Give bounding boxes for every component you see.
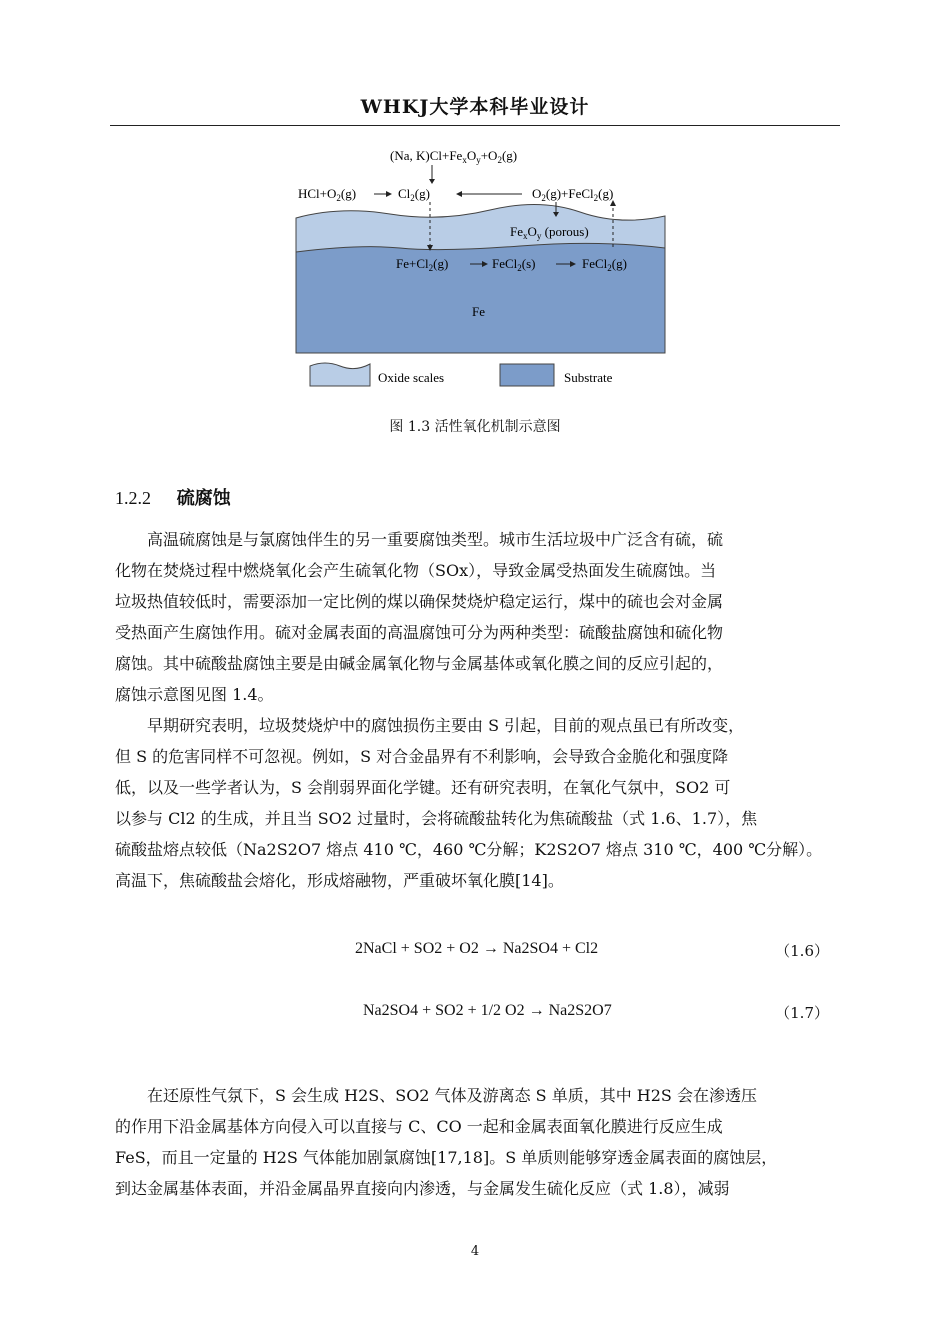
paragraph-line: 以参与 Cl2 的生成，并且当 SO2 过量时，会将硫酸盐转化为焦硫酸盐（式 1.6、1.7），焦 [115, 809, 758, 828]
top-reaction-label: (Na, $K)Cl+Fe_xO_y+O_2(g)$ [390, 148, 518, 165]
paragraph-line: 高温下，焦硫酸盐会熔化，形成熔融物，严重破坏氧化膜[14]。 [115, 871, 564, 890]
paragraph-line: 早期研究表明，垃圾焚烧炉中的腐蚀损伤主要由 S 引起，目前的观点虽已有所改变， [147, 716, 745, 735]
legend-substrate-swatch [500, 364, 554, 386]
figure-caption: 图 1.3 活性氧化机制示意图 [389, 419, 561, 435]
legend-oxide-label: Oxide scales [378, 370, 445, 385]
legend-oxide-swatch [310, 363, 370, 386]
paragraph-3 [115, 1080, 837, 1204]
oxidation-mechanism-figure [280, 140, 680, 400]
svg-text:FeCl2(s): FeCl$_2$(s) [492, 256, 536, 273]
paragraph-line: 垃圾热值较低时，需要添加一定比例的煤以确保焚烧炉稳定运行，煤中的硫也会对金属 [115, 592, 724, 611]
equation-number: （1.6） [775, 942, 829, 960]
inner-reaction-label: $Fe+Cl_2(g)$ [396, 256, 449, 273]
svg-text:FeCl2(g): FeCl$_2$(g) [582, 256, 627, 273]
page-number: 4 [470, 1244, 480, 1259]
equation-1-6 [115, 936, 837, 976]
paragraph-line: 化物在焚烧过程中燃烧氧化会产生硫氧化物（SOx），导致金属受热面发生硫腐蚀。当 [115, 561, 717, 580]
equation-1-7 [115, 990, 837, 1040]
fe-label: Fe [472, 304, 485, 319]
paragraph-line: 的作用下沿金属基体方向侵入可以直接与 C、CO 一起和金属表面氧化膜进行反应生成 [115, 1117, 723, 1136]
header-rule [110, 125, 840, 126]
equation-formula: Na2SO4 + SO2 + 1/2 O2 → Na2S2O7 [363, 1002, 612, 1019]
equation-formula: 2NaCl + SO2 + O2 → Na2SO4 + Cl2 [355, 940, 599, 957]
legend-substrate-label: Substrate [564, 370, 613, 385]
paragraph-line: 低，以及一些学者认为，S 会削弱界面化学键。还有研究表明，在氧化气氛中，SO2 可 [115, 778, 731, 797]
section-heading [115, 484, 231, 510]
paragraph-line: FeS，而且一定量的 H2S 气体能加剧氯腐蚀[17,18]。S 单质则能够穿透金属表面的腐蚀层， [115, 1148, 778, 1167]
paragraph-line: 腐蚀示意图见图 1.4。 [115, 685, 274, 704]
paragraph-line: 受热面产生腐蚀作用。硫对金属表面的高温腐蚀可分为两种类型：硫酸盐腐蚀和硫化物 [115, 623, 724, 642]
paragraph-line: 到达金属基体表面，并沿金属晶界直接向内渗透，与金属发生硫化反应（式 1.8），减弱 [115, 1179, 730, 1198]
section-title: 硫腐蚀 [176, 488, 231, 509]
paragraph-2 [115, 710, 837, 896]
porous-label: $Fe_xO_y$ (porous) [510, 224, 589, 241]
hcl-reaction-label: $HCl+O_2(g)$ [298, 186, 357, 203]
paragraph-line: 在还原性气氛下，S 会生成 H2S、SO2 气体及游离态 S 单质，其中 H2S 会在渗透压 [147, 1086, 757, 1105]
o2-fecl2-label: $O_2(g)+FeCl_2(g)$ [532, 186, 614, 203]
section-number: 1.2.2 [115, 488, 151, 508]
paragraph-1 [115, 524, 837, 710]
paragraph-line: 腐蚀。其中硫酸盐腐蚀主要是由碱金属氧化物与金属基体或氧化膜之间的反应引起的， [115, 654, 724, 673]
cl2-label: $Cl_2(g)$ [398, 186, 430, 203]
paragraph-line: 但 S 的危害同样不可忽视。例如，S 对合金晶界有不利影响，会导致合金脆化和强度降 [115, 747, 729, 766]
page-header: WHKJ大学本科毕业设计 [360, 96, 590, 118]
paragraph-line: 高温硫腐蚀是与氯腐蚀伴生的另一重要腐蚀类型。城市生活垃圾中广泛含有硫，硫 [147, 530, 724, 549]
paragraph-line: 硫酸盐熔点较低（Na2S2O7 熔点 410 ℃，460 ℃分解；K2S2O7 熔点 310 ℃，400 ℃分解）。 [115, 840, 823, 859]
equation-number: （1.7） [775, 1004, 829, 1022]
